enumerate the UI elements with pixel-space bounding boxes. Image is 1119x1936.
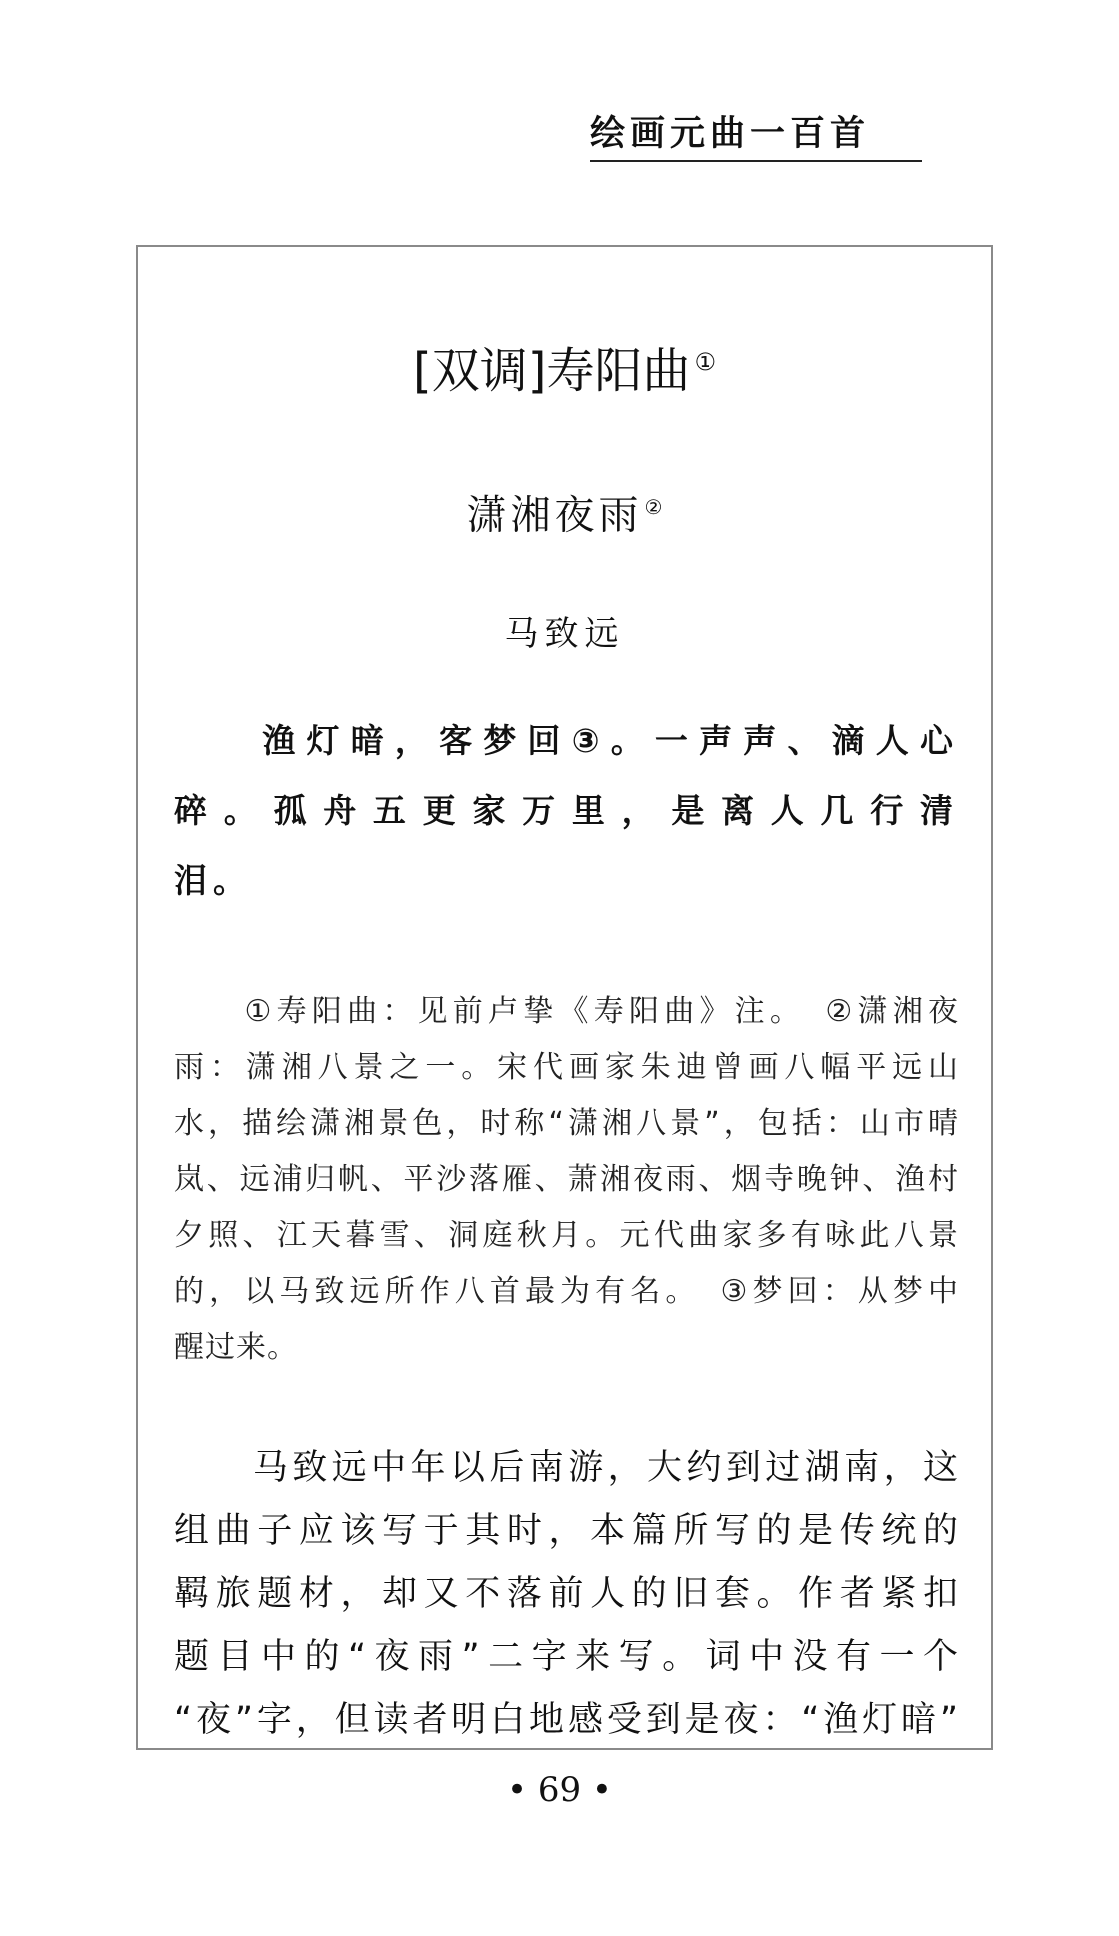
note-line: 的，以马致远所作八首最为有名。 ③梦回：从梦中 [174,1274,959,1309]
commentary-line: 题目中的“夜雨”二字来写。词中没有一个 [174,1637,959,1677]
piece-subtitle [138,482,991,540]
content-frame [136,245,993,1750]
commentary-line: 组曲子应该写于其时，本篇所写的是传统的 [174,1511,959,1551]
note-line: 雨：潇湘八景之一。宋代画家朱迪曾画八幅平远山 [174,1050,959,1085]
footnote-marker-2: ② [644,495,663,519]
commentary-line: 羁旅题材，却又不落前人的旧套。作者紧扣 [174,1574,959,1614]
note-line: 岚、远浦归帆、平沙落雁、萧湘夜雨、烟寺晚钟、渔村 [174,1162,959,1197]
note-line: 水，描绘潇湘景色，时称“潇湘八景”，包括：山市晴 [174,1106,959,1141]
poem-text [174,706,959,916]
commentary-text [174,1437,959,1750]
poem-line: 泪。 [174,861,252,900]
commentary-line: 马致远中年以后南游，大约到过湖南，这 [174,1448,959,1488]
piece-title-text: [双调]寿阳曲 [413,343,691,399]
running-header-book-title: 绘画元曲一百首 [590,112,922,162]
footnote-marker-1: ① [694,348,716,376]
commentary-line: “夜”字，但读者明白地感受到是夜：“渔灯暗” [174,1700,959,1740]
piece-title [138,332,991,401]
note-line: 夕照、江天暮雪、洞庭秋月。元代曲家多有咏此八景 [174,1218,959,1253]
piece-author: 马致远 [504,614,625,654]
note-line: 醒过来。 [174,1330,298,1365]
poem-line: 碎。孤舟五更家万里，是离人几行清 [174,791,959,830]
piece-subtitle-text: 潇湘夜雨 [466,492,643,539]
note-line: ①寿阳曲：见前卢挚《寿阳曲》注。 ②潇湘夜 [174,994,959,1029]
annotation-notes [174,984,959,1376]
poem-line: 渔灯暗，客梦回③。一声声、滴人心 [174,721,959,760]
page-number: • 69 • [507,1770,612,1810]
